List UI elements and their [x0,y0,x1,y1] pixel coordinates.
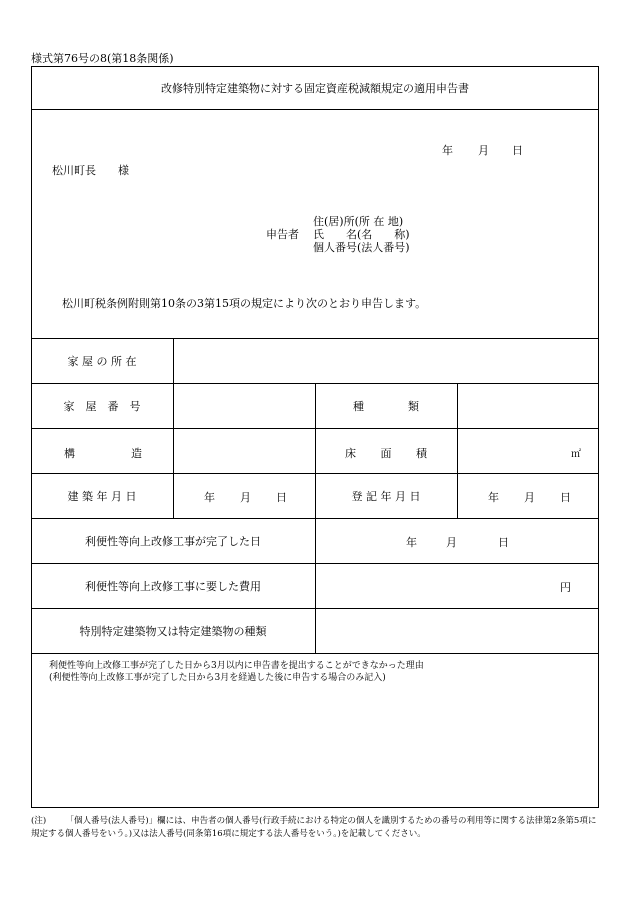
form-title: 改修特別特定建築物に対する固定資産税減額規定の適用申告書 [161,82,469,95]
floor-area-char: 床 [345,447,356,460]
date-day-label: 日 [512,144,523,157]
form-number: 様式第76号の8(第18条関係) [31,52,174,65]
reason-label: 利便性等向上改修工事が完了した日から3月以内に申告書を提出することができなかった理由 [49,661,424,671]
house-number-value[interactable] [174,384,314,428]
cost-label: 利便性等向上改修工事に要した費用 [85,579,261,593]
cost-unit: 円 [560,581,571,594]
structure-char: 構 [64,447,75,460]
kind-label: 種 類 [353,399,419,413]
addressee: 松川町長 [52,164,96,177]
structure-label [64,445,142,461]
structure-char: 造 [131,447,142,460]
applicant-role: 申告者 [266,228,299,241]
completion-date-label: 利便性等向上改修工事が完了した日 [85,534,261,548]
reason-note: (利便性等向上改修工事が完了した日から3月を経過した後に申告する場合のみ記入) [49,673,386,683]
applicant-name-label: 氏 名(名 称) [313,228,410,241]
footnote-text: 「個人番号(法人番号)」欄には、申告者の個人番号(行政手続における特定の個人を識別するための番号の利用等に関する法律第2条第5項に規定する個人番号をいう。)又は法人番号(同条第16項に規定する法人番号をいう。)を記載してください。 [31,816,597,839]
footnote-label: (注) [31,816,47,826]
floor-area-char: 積 [416,447,427,460]
location-label: 家 屋 の 所 在 [67,354,137,368]
registered-day-label: 日 [560,491,571,504]
addressee-suffix: 様 [118,164,129,177]
applicant-address-label: 住(居)所(所 在 地) [313,215,404,228]
building-type-label: 特別特定建築物又は特定建築物の種類 [79,624,267,638]
registered-month-label: 月 [524,491,535,504]
footnote [31,815,601,841]
cost-value[interactable] [316,564,598,608]
completion-day-label: 日 [498,536,509,549]
divider [31,109,599,110]
floor-area-char: 面 [380,447,392,460]
applicant-id-label: 個人番号(法人番号) [313,241,410,254]
floor-area-unit: ㎡ [571,449,581,460]
built-date-label: 建 築 年 月 日 [67,489,137,503]
structure-value[interactable] [174,429,314,473]
completion-month-label: 月 [446,536,457,549]
registered-date-label: 登 記 年 月 日 [351,489,421,503]
date-year-label: 年 [442,144,453,157]
kind-value[interactable] [458,384,598,428]
declaration-text: 松川町税条例附則第10条の3第15項の規定により次のとおり申告します。 [62,297,427,310]
date-month-label: 月 [478,144,489,157]
building-type-value[interactable] [316,609,598,653]
location-value[interactable] [174,339,598,383]
floor-area-label [345,445,427,461]
divider [31,653,599,654]
completion-year-label: 年 [406,536,417,549]
house-number-label: 家 屋 番 号 [63,399,141,413]
built-year-label: 年 [204,491,215,504]
registered-year-label: 年 [488,491,499,504]
reason-value[interactable] [32,685,598,805]
built-day-label: 日 [276,491,287,504]
built-month-label: 月 [240,491,251,504]
